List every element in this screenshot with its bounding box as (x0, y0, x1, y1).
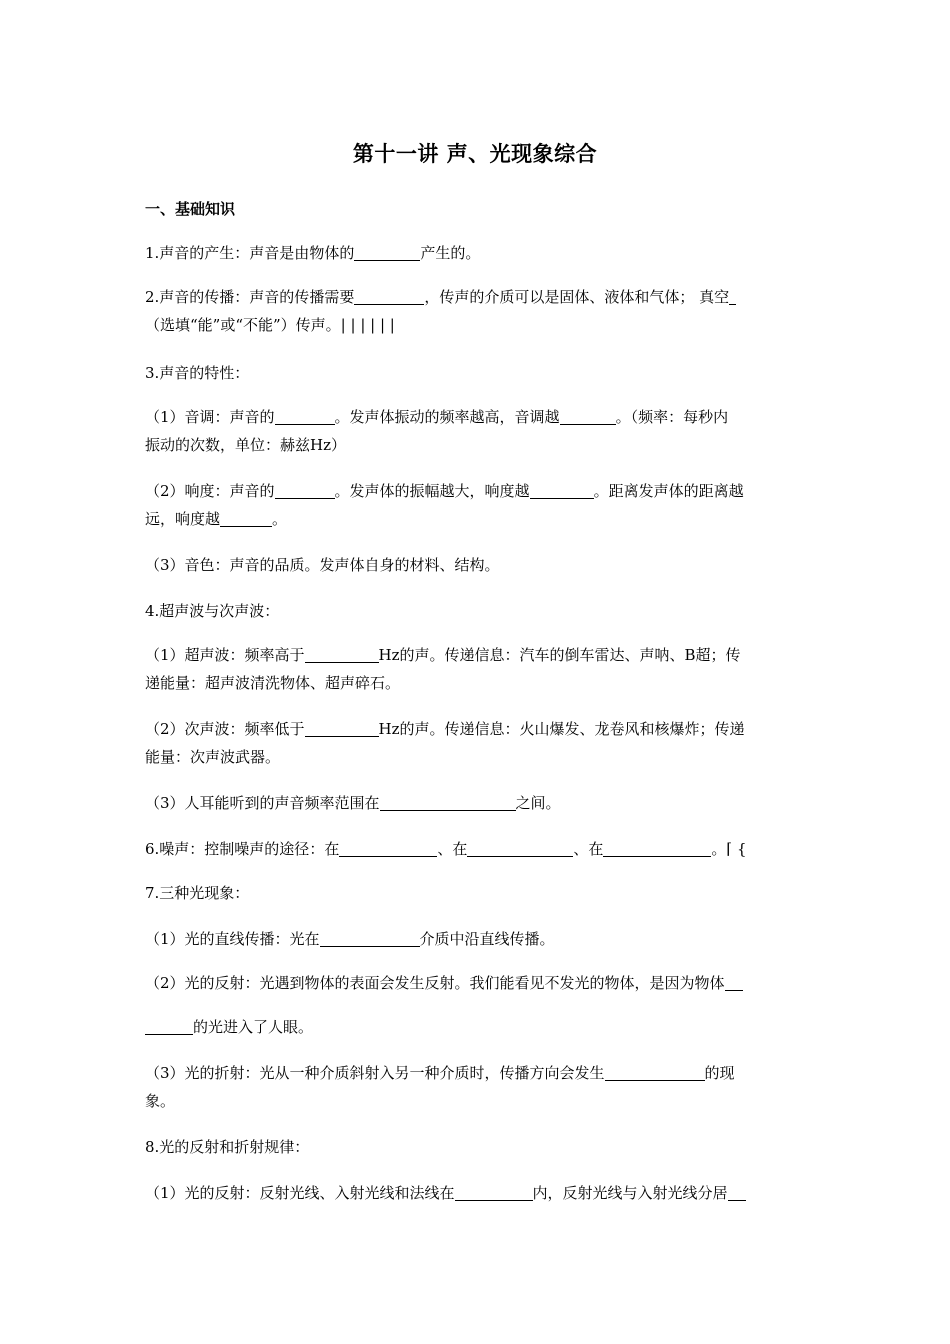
text-line (145, 508, 287, 530)
fill-in-blank (275, 408, 335, 425)
text-segment: 6.噪声：控制噪声的途径：在 (145, 840, 340, 858)
text-line (145, 1016, 313, 1038)
text-segment: 的光进入了人眼。 (193, 1018, 314, 1036)
text-segment: 。（频率：每秒内 (615, 408, 729, 426)
fill-in-blank (455, 1184, 533, 1201)
text-segment: 7.三种光现象： (145, 884, 250, 902)
text-segment: 1.声音的产生：声音是由物体的 (145, 244, 355, 262)
fill-in-blank (560, 408, 616, 425)
text-line (145, 746, 280, 768)
text-line (145, 242, 480, 264)
text-segment: （1）超声波：频率高于 (145, 646, 305, 664)
text-line (145, 434, 346, 456)
fill-in-blank (603, 840, 711, 857)
text-line (145, 792, 561, 814)
text-segment: （1）音调：声音的 (145, 408, 275, 426)
fill-in-blank (725, 974, 743, 991)
text-line (145, 718, 745, 740)
text-line (145, 1062, 735, 1084)
text-line (145, 928, 555, 950)
fill-in-blank (220, 510, 272, 527)
text-segment: 。距离发声体的距离越 (593, 482, 744, 500)
text-segment: 远，响度越 (145, 510, 221, 528)
text-segment: （2）响度：声音的 (145, 482, 275, 500)
text-segment: 能量：次声波武器。 (145, 748, 281, 766)
text-line (145, 1182, 746, 1204)
text-segment: 。发声体的振幅越大，响度越 (334, 482, 530, 500)
text-line (145, 362, 249, 384)
fill-in-blank (354, 244, 420, 261)
text-segment: （2）次声波：频率低于 (145, 720, 305, 738)
text-segment: 3.声音的特性： (145, 364, 250, 382)
text-segment: 8.光的反射和折射规律： (145, 1138, 310, 1156)
text-line (145, 1090, 175, 1112)
text-segment: （2）光的反射：光遇到物体的表面会发生反射。我们能看见不发光的物体，是因为物体 (145, 974, 725, 992)
text-line (145, 554, 500, 576)
text-line (145, 480, 744, 502)
fill-in-blank (729, 288, 736, 305)
text-line (145, 1136, 309, 1158)
text-segment: Hz的声。传递信息：火山爆发、龙卷风和核爆炸；传递 (378, 720, 745, 738)
text-line (145, 314, 395, 336)
fill-in-blank (305, 720, 379, 737)
text-segment: Hz的声。传递信息：汽车的倒车雷达、声呐、B超；传 (378, 646, 741, 664)
text-line (145, 644, 741, 666)
text-segment: 的现 (704, 1064, 735, 1082)
text-segment: 递能量：超声波清洗物体、超声碎石。 (145, 674, 401, 692)
text-line (145, 286, 736, 308)
text-segment: 、在 (573, 840, 604, 858)
text-segment: 产生的。 (420, 244, 481, 262)
text-line (145, 972, 743, 994)
text-line (145, 882, 249, 904)
fill-in-blank (320, 930, 420, 947)
text-segment: ，传声的介质可以是固体、液体和气体； 真空 (424, 288, 730, 306)
text-segment: （选填“能”或“不能”）传声。| | | | | | (145, 316, 395, 334)
text-line (145, 838, 747, 860)
text-segment: 。发声体振动的频率越高，音调越 (334, 408, 560, 426)
fill-in-blank (354, 288, 424, 305)
fill-in-blank (339, 840, 437, 857)
text-segment: 4.超声波与次声波： (145, 602, 280, 620)
text-segment: 介质中沿直线传播。 (419, 930, 555, 948)
text-segment: 振动的次数，单位：赫兹Hz） (145, 436, 346, 454)
fill-in-blank (605, 1064, 705, 1081)
text-segment: 2.声音的传播：声音的传播需要 (145, 288, 355, 306)
page-title: 第十一讲 声、光现象综合 (352, 142, 598, 166)
text-segment: 内，反射光线与入射光线分居 (532, 1184, 728, 1202)
text-segment: 象。 (145, 1092, 176, 1110)
text-segment: 。⌈ { (711, 840, 747, 858)
text-line (145, 600, 279, 622)
fill-in-blank (145, 1018, 193, 1035)
text-line (145, 406, 728, 428)
text-segment: 、在 (437, 840, 468, 858)
fill-in-blank (380, 794, 516, 811)
fill-in-blank (305, 646, 379, 663)
text-segment: 之间。 (515, 794, 561, 812)
fill-in-blank (467, 840, 573, 857)
text-segment: （1）光的直线传播：光在 (145, 930, 320, 948)
text-segment: （3）光的折射：光从一种介质斜射入另一种介质时，传播方向会发生 (145, 1064, 605, 1082)
section-heading: 一、基础知识 (145, 200, 236, 218)
text-segment: （3）音色：声音的品质。发声体自身的材料、结构。 (145, 556, 500, 574)
fill-in-blank (728, 1184, 746, 1201)
text-line (145, 672, 400, 694)
text-segment: （3）人耳能听到的声音频率范围在 (145, 794, 380, 812)
text-segment: （1）光的反射：反射光线、入射光线和法线在 (145, 1184, 455, 1202)
fill-in-blank (530, 482, 594, 499)
text-segment: 。 (272, 510, 288, 528)
fill-in-blank (275, 482, 335, 499)
